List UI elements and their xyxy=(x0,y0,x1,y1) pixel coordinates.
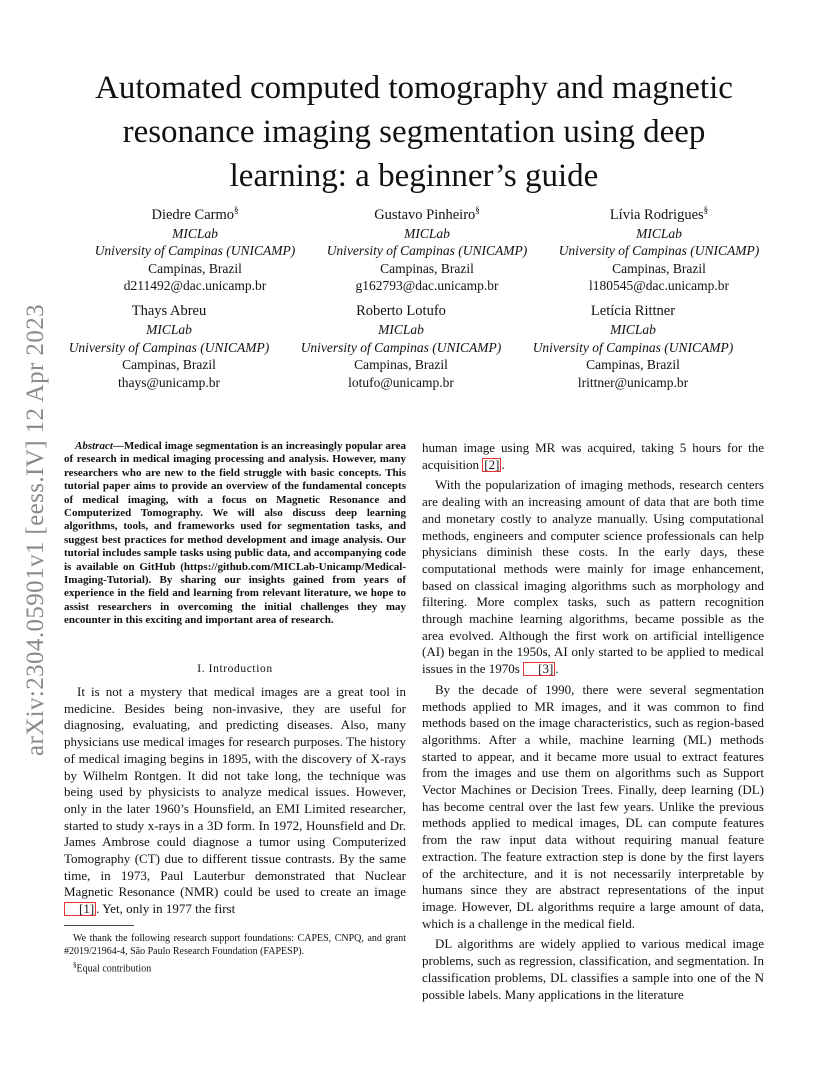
author-location: Campinas, Brazil xyxy=(612,260,706,276)
paragraph xyxy=(64,684,406,918)
citation-link[interactable]: [2] xyxy=(484,456,500,472)
equal-contribution-mark: § xyxy=(73,960,77,969)
author-lab: MICLab xyxy=(610,322,656,337)
author-location: Campinas, Brazil xyxy=(122,357,216,372)
abstract-label: Abstract xyxy=(75,440,113,452)
author-block xyxy=(534,201,784,295)
footnotes xyxy=(64,933,406,976)
paragraph xyxy=(422,477,764,677)
author-email[interactable]: lrittner@unicamp.br xyxy=(577,374,689,390)
footnote-text: Equal contribution xyxy=(76,962,152,974)
author-block xyxy=(302,201,552,295)
author-affiliation: University of Campinas (UNICAMP) xyxy=(326,243,528,259)
author-name: Lívia Rodrigues xyxy=(609,206,704,223)
author-affiliation: University of Campinas (UNICAMP) xyxy=(532,339,734,355)
paragraph-text: With the popularization of imaging methods, research centers are dealing with an increasing amount of data that are both time and monetary costly to analyze manually. Using computational methods, engineers and computer science professionals can help physicians diminish these costs. In the early days, these computational methods were mainly for image enhancement, based on classical imaging algorithms such as morphology and filtering. More complex tasks, such as pattern recognition through machine learning algorithms, became possible as the area evolved. Although the first work on artificial intelligence (AI) began in the 1950s, AI only started to be applied to medical issues in the 1970s xyxy=(422,477,764,677)
paper-title: Automated computed tomography and magnetic resonance imaging segmentation using deep learning: a beginner’s guide xyxy=(95,70,733,194)
author-email[interactable]: lotufo@unicamp.br xyxy=(348,374,454,390)
abstract xyxy=(64,440,406,628)
author-location: Campinas, Brazil xyxy=(148,260,242,276)
author-location: Campinas, Brazil xyxy=(354,357,448,372)
author-lab: MICLab xyxy=(404,225,450,241)
author-name: Diedre Carmo xyxy=(151,206,235,223)
author-name: Letícia Rittner xyxy=(590,303,676,319)
author-name: Roberto Lotufo xyxy=(356,303,446,319)
author-block xyxy=(508,302,758,391)
right-column xyxy=(422,440,764,1003)
abstract-text: —Medical image segmentation is an increasingly popular area of research in medical imaging processing and analysis. However, many researchers who are new to the field struggle with basic concepts. This tutorial paper aims to provide an overview of the fundamental concepts of medical imaging, with a focus on Magnetic Resonance and Computerized Tomography. We will also discuss deep learning algorithms, tools, and frameworks used for segmentation tasks, and suggest best practices for method development and image analysis. Our tutorial includes sample tasks using public data, and accompanying code is available on GitHub (https://github.com/MICLab-Unicamp/Medical-Imaging-Tutorial). By sharing our insights gained from years of experience in the field and learning from relevant literature, we hope to assist researchers in overcoming the initial challenges they may encounter in this exciting and important area of research. xyxy=(64,440,406,627)
author-email[interactable]: d211492@dac.unicamp.br xyxy=(123,278,267,294)
author-email[interactable]: l180545@dac.unicamp.br xyxy=(589,278,729,294)
author-lab: MICLab xyxy=(636,225,682,241)
footnote-acknowledgment: We thank the following research support foundations: CAPES, CNPQ, and grant #2019/21964-4, São Paulo Research Foundation (FAPESP). xyxy=(64,933,406,957)
author-name: Gustavo Pinheiro xyxy=(374,206,476,223)
author-name: Thays Abreu xyxy=(131,303,207,319)
author-lab: MICLab xyxy=(146,322,192,337)
paragraph xyxy=(422,440,764,473)
paragraph-text: . Yet, only in 1977 the first xyxy=(96,901,236,917)
author-affiliation: University of Campinas (UNICAMP) xyxy=(94,243,296,259)
citation-link[interactable]: [1] xyxy=(64,902,96,916)
footnote-equal-contribution xyxy=(64,959,406,976)
paragraph: By the decade of 1990, there were several segmentation methods applied to MR images, and it was common to find methods based on the image characteristics, such as region-based algorithms. After a while, machine learning (ML) methods started to appear, and it became more usual to extract features from the images and use them on algorithms such as Support Vector Machines or Decision Trees. Finally, deep learning (DL) has become central over the last few years. Unlike the previous methods applied to medical images, DL can compute features from the raw input data without requiring manual feature extraction. The feature extraction step is done by the first layers of the architecture, and it is not necessarily interpretable by humans since they are abstract representations of the input image. However, DL algorithms require a large amount of data, which is a challenge in the medical field. xyxy=(422,681,764,931)
paragraph: DL algorithms are widely applied to various medical image problems, such as regression, classification, and segmentation. In classification problems, DL classifies a sample into one of the N possible labels. Many applications in the literature xyxy=(422,936,764,1002)
author-affiliation: University of Campinas (UNICAMP) xyxy=(558,243,760,259)
author-location: Campinas, Brazil xyxy=(380,260,474,276)
author-lab: MICLab xyxy=(172,225,218,241)
paragraph-text: . xyxy=(501,456,505,472)
equal-contribution-mark: § xyxy=(703,205,709,215)
citation-link[interactable]: [3] xyxy=(523,662,555,676)
equal-contribution-mark: § xyxy=(234,205,239,215)
author-affiliation: University of Campinas (UNICAMP) xyxy=(300,339,502,355)
author-location: Campinas, Brazil xyxy=(586,357,680,372)
intro-left-column xyxy=(64,684,406,918)
author-email[interactable]: thays@unicamp.br xyxy=(117,374,221,390)
author-email[interactable]: g162793@dac.unicamp.br xyxy=(355,278,499,294)
paragraph-text: . xyxy=(555,661,559,677)
author-block xyxy=(276,302,526,391)
author-lab: MICLab xyxy=(378,322,424,337)
author-affiliation: University of Campinas (UNICAMP) xyxy=(68,339,270,355)
equal-contribution-mark: § xyxy=(475,205,480,215)
author-block xyxy=(44,302,294,391)
footnote-divider xyxy=(64,925,134,926)
section-heading: I. Introduction xyxy=(197,663,273,675)
paragraph-text: It is not a mystery that medical images are a great tool in medicine. Besides being non-invasive, they are useful for diagnosing, evaluating, and predicting diseases. Also, many physicians use medical images for research purposes. The history of medical imaging begins in 1895, with the discovery of X-rays by Wilhelm Rontgen. It did not take long, the technique was being used by physicists to analyze medical issues. However, only in the later 1960’s Hounsfield, an EMI Limited researcher, started to study x-rays in a 3D form. In 1972, Hounsfield and Dr. James Ambrose could diagnose a tumor using Computerized Tomography (CT) due to different tissue contrasts. By the same time, in 1973, Paul Lauterbur demonstrated that Nuclear Magnetic Resonance (NMR) could be used to create an image xyxy=(64,684,406,900)
arxiv-identifier-text: arXiv:2304.05901v1 [eess.IV] 12 Apr 2023 xyxy=(22,303,49,757)
paragraph-text: human image using MR was acquired, taking 5 hours for the acquisition xyxy=(422,440,764,472)
author-block xyxy=(70,201,320,295)
